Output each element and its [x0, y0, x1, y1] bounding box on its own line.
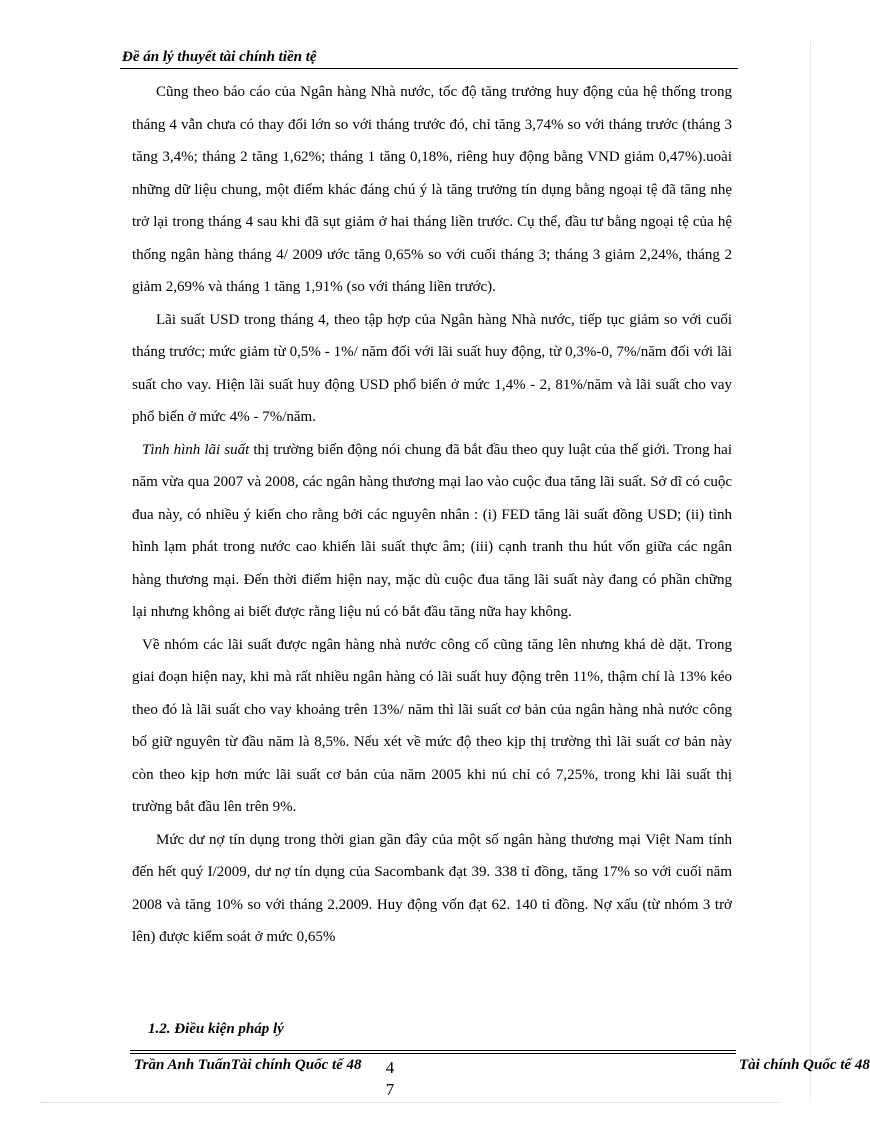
paragraph-base-rate: Về nhóm các lãi suất được ngân hàng nhà nước công cố cũng tăng lên nhưng khá dè dặt. Trong giai đoạn hiện nay, khi mà rất nhiều ngân hàng có lãi suất huy động trên 11%, thậm chí là 13% kéo theo đó là lãi suất cho vay khoảng trên 13%/ năm thì lãi suất cơ bản của ngân hàng nhà nước công bố giữ nguyên từ đầu năm là 8,5%. Nếu xét về mức độ theo kịp thị trường thì lãi suất cơ bản này còn theo kịp hơn mức lãi suất cơ bản của năm 2005 khi nú chỉ có 7,25%, trong khi lãi suất thị trường bắt đầu lên trên 9%.	[132, 636, 732, 815]
paragraph-mobilization: Cũng theo báo cáo của Ngân hàng Nhà nước, tốc độ tăng trưởng huy động của hệ thống trong tháng 4 vẫn chưa có thay đổi lớn so với tháng trước đó, chỉ tăng 3,74% so với tháng trước (tháng 3 tăng 3,4%; tháng 2 tăng 1,62%; tháng 1 tăng 0,18%, riêng huy động bằng VND giảm 0,47%).uoài những dữ liệu chung, một điểm khác đáng chú ý là tăng trưởng tín dụng bằng ngoại tệ đã tăng nhẹ trở lại trong tháng 4 sau khi đã sụt giảm ở hai tháng liền trước. Cụ thể, đầu tư bằng ngoại tệ của hệ thống ngân hàng tháng 4/ 2009 ước tăng 0,65% so với cuối tháng 3; tháng 3 giảm 2,24%, tháng 2 giảm 2,69% và tháng 1 tăng 1,91% (so với tháng liền trước).	[132, 84, 732, 295]
paragraph-lead-italic: Tình hình lãi suất	[142, 441, 250, 458]
footer-rule	[130, 1050, 736, 1051]
header-rule	[120, 68, 738, 69]
paragraph-usd-interest: Lãi suất USD trong tháng 4, theo tập hợp của Ngân hàng Nhà nước, tiếp tục giảm so với cuối tháng trước; mức giảm từ 0,5% - 1%/ năm đối với lãi suất huy động, từ 0,3%-0, 7%/năm đối với lãi suất cho vay. Hiện lãi suất huy động USD phổ biến ở mức 1,4% - 2, 81%/năm và lãi suất cho vay phổ biến ở mức 4% - 7%/năm.	[132, 311, 732, 425]
page-number	[384, 1057, 396, 1101]
page-number-top: 4	[385, 1058, 395, 1077]
page-number-bottom: 7	[385, 1080, 395, 1099]
paragraph-interest-situation	[132, 434, 732, 629]
section-heading: 1.2. Điều kiện pháp lý	[148, 1021, 284, 1037]
page-edge-guide	[810, 40, 811, 1100]
footer-course: Tài chính Quốc tế 48	[739, 1057, 870, 1073]
paragraph-credit-balance: Mức dư nợ tín dụng trong thời gian gần đây của một số ngân hàng thương mại Việt Nam tính đến hết quý I/2009, dư nợ tín dụng của Sacombank đạt 39. 338 tỉ đồng, tăng 17% so với cuối năm 2008 và tăng 10% so với tháng 2.2009. Huy động vốn đạt 62. 140 tỉ đồng. Nợ xấu (từ nhóm 3 trở lên) được kiểm soát ở mức 0,65%	[132, 831, 732, 945]
document-body	[132, 76, 732, 954]
header-title: Đề án lý thuyết tài chính tiền tệ	[122, 49, 317, 65]
footer-rule-double	[130, 1053, 736, 1054]
page-bottom-guide	[40, 1102, 780, 1103]
footer-author: Trần Anh TuấnTài chính Quốc tế 48	[134, 1057, 362, 1073]
paragraph-rest: thị trường biến động nói chung đã bắt đầu theo quy luật của thế giới. Trong hai năm vừa qua 2007 và 2008, các ngân hàng thương mại lao vào cuộc đua tăng lãi suất. Sở dĩ có cuộc đua này, có nhiều ý kiến cho rằng bởi các nguyên nhân : (i) FED tăng lãi suất đồng USD; (ii) tình hình lạm phát trong nước cao khiến lãi suất thực âm; (iii) cạnh tranh thu hút vốn giữa các ngân hàng thương mại. Đến thời điểm hiện nay, mặc dù cuộc đua tăng lãi suất này đang có phần chững lại nhưng không ai biết được rằng liệu nú có bắt đầu tăng nữa hay không.	[132, 441, 732, 620]
